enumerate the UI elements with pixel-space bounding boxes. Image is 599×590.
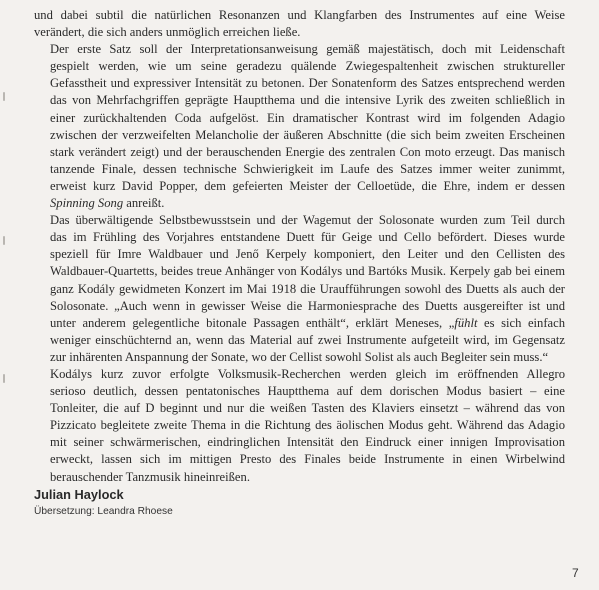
text-line (34, 315, 565, 332)
text-line: das von Mehrfachgriffen geprägte Hauptthema und die intensive Lyrik des zweiten schließlich in (50, 93, 565, 108)
body-text (34, 7, 565, 520)
margin-mark (3, 236, 5, 245)
text-line: und dabei subtil die natürlichen Resonanzen und Klangfarben des Instrumentes auf eine Weise (34, 8, 565, 22)
paragraph-2 (34, 41, 565, 212)
text-line: erweckt, lassen sich im mittigen Presto des Finales beide Instrumente in einen Wirbelwind (50, 452, 565, 467)
text-line: Der erste Satz soll der Interpretationsanweisung gemäß majestätisch, doch mit Leidenschaft (50, 42, 565, 57)
text-line: erweist kurz David Popper, dem gefeierten Meister der Celloetüde, die Ehre, indem er dessen (50, 178, 565, 193)
text-line: Waldbauer-Quartetts, beides treue Anhänger von Kodálys und Bartóks Musik. Kerpely gab bei einem (50, 264, 565, 279)
text-line: gespielt werden, wie um seine geradezu quälende Zwiegespaltenheit zwischen struktureller (50, 59, 565, 74)
emphasis-word: fühlt (454, 315, 478, 330)
text-line: weniger einschüchternd an, wenn das Material auf zwei Instrumente aufgeteilt wird, im Gegensatz (50, 332, 565, 347)
paragraph-4 (34, 366, 565, 486)
text-line (34, 195, 565, 212)
text-line: Das überwältigende Selbstbewusstsein und der Wagemut der Solosonate wurden zum Teil durch (50, 213, 565, 228)
text-line: ganz Kodály gewidmeten Konzert im Mai 1918 die Uraufführungen sowohl des Duetts als auch der (50, 281, 565, 296)
text-line: einer zurückhaltenden Coda aufgelöst. Ein dramatischer Kontrast wird im folgenden Adagio (50, 110, 565, 125)
author-name: Julian Haylock (34, 486, 124, 502)
margin-mark (3, 374, 5, 383)
text-fragment: es sich einfach (477, 315, 566, 330)
translation-credit: Übersetzung: Leandra Rhoese (34, 505, 173, 517)
text-line: Tonleiter, die auf D beginnt und nur die weißen Tasten des Klaviers einsetzt – während das von (50, 401, 565, 416)
text-line: speziell für Imre Waldbauer und Jenő Kerpely komponiert, den Leiter und den Cellisten des (50, 247, 565, 262)
text-line: Solosonate. „Auch wenn in gewisser Weise die Harmoniesprache des Duetts ausgereifter ist und (50, 298, 565, 313)
text-line: verändert, die sich anders unmöglich erreichen ließe. (34, 25, 301, 40)
text-fragment: unter anderem gelegentliche bitonale Passagen enthält“, erklärt Meneses, „ (50, 315, 455, 330)
text-line: zur inhärenten Anspannung der Sonate, wo der Cellist sowohl Solist als auch Begleiter sein muss.“ (50, 349, 549, 364)
paragraph-1 (34, 7, 565, 41)
text-line: Pizzicato begleitete zweite Thema in die Richtung des äolischen Modus geht. Während das Adagio (50, 418, 565, 433)
work-title: Spinning Song (50, 196, 124, 211)
text-line: Kodálys kurz zuvor erfolgte Volksmusik-Recherchen werden gleich im eröffnenden Allegro (50, 366, 565, 381)
text-line: Gefasstheit und expressiver Intensität zu betonen. Der Sonatenform des Satzes entsprechend werden (50, 76, 565, 91)
text-line: serioso deutlich, dessen pentatonisches Hauptthema auf dem dorischen Modus basiert – eine (50, 384, 565, 399)
text-line: mit seiner schwärmerischen, eindringlichen Intensität den Eindruck einer innigen Improvisation (50, 435, 565, 450)
text-fragment: anreißt. (123, 196, 165, 211)
margin-mark (3, 92, 5, 101)
text-line: das im Frühling des Vorjahres entstandene Duett für Geige und Cello befördert. Dieses wurde (50, 230, 565, 245)
page-number: 7 (572, 566, 579, 580)
text-line: stark verändert zeigt) und der berauschenden Energie des zentralen Con moto erzeugt. Das manisch (50, 144, 565, 159)
text-line: tanzende Finale, dessen technische Schwierigkeit im Laufe des Satzes immer weiter zunimmt, (50, 161, 565, 176)
text-line: berauschender Tanzmusik hineinreißen. (50, 469, 250, 484)
text-line: zwischen der verzweifelten Melancholie der äußeren Abschnitte (die sich beim zweiten Erscheinen (50, 127, 565, 142)
paragraph-3 (34, 212, 565, 366)
